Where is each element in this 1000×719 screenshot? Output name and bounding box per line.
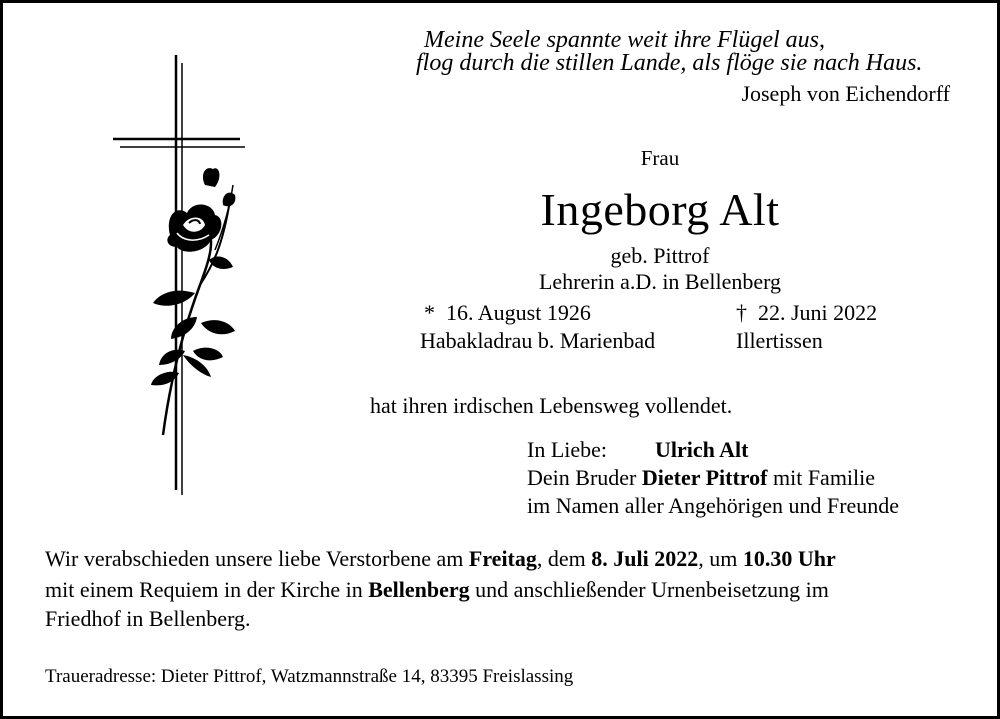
cross-with-rose-icon [105,55,250,495]
service-line-3: Friedhof in Bellenberg. [45,606,251,631]
deceased-name: Ingeborg Alt [540,184,780,235]
death-date: 22. Juni 2022 [758,300,878,325]
mourners-label: In Liebe: [527,437,608,462]
birth-line [424,300,591,326]
death-line [736,300,877,326]
mourner-line-3: im Namen aller Angehörigen und Freunde [527,493,900,518]
occupation: Lehrerin a.D. in Bellenberg [538,269,782,294]
birth-date: 16. August 1926 [446,300,591,325]
birth-place: Habakladrau b. Marienbad [420,328,656,353]
quote-line-2: flog durch die stillen Lande, als flöge sie nach Haus. [416,50,923,76]
salutation: Frau [640,146,680,170]
birth-symbol: * [424,300,435,325]
maiden-name: geb. Pittrof [610,243,710,268]
quote-line-1: Meine Seele spannte weit ihre Flügel aus, [424,27,826,53]
service-line-1: Wir verabschieden unsere liebe Verstorbene am Freitag, dem 8. Juli 2022, um 10.30 Uhr [45,546,836,571]
statement: hat ihren irdischen Lebensweg vollendet. [370,393,733,418]
mourner-name-1: Ulrich Alt [655,437,749,462]
death-place: Illertissen [736,328,823,353]
mourner-line-2: Dein Bruder Dieter Pittrof mit Familie [527,465,876,490]
mourning-address: Traueradresse: Dieter Pittrof, Watzmannstraße 14, 83395 Freislassing [45,666,574,687]
death-symbol: † [736,300,747,325]
service-line-2: mit einem Requiem in der Kirche in Bellenberg und anschließender Urnenbeisetzung im [45,577,829,602]
quote-author: Joseph von Eichendorff [741,81,950,106]
